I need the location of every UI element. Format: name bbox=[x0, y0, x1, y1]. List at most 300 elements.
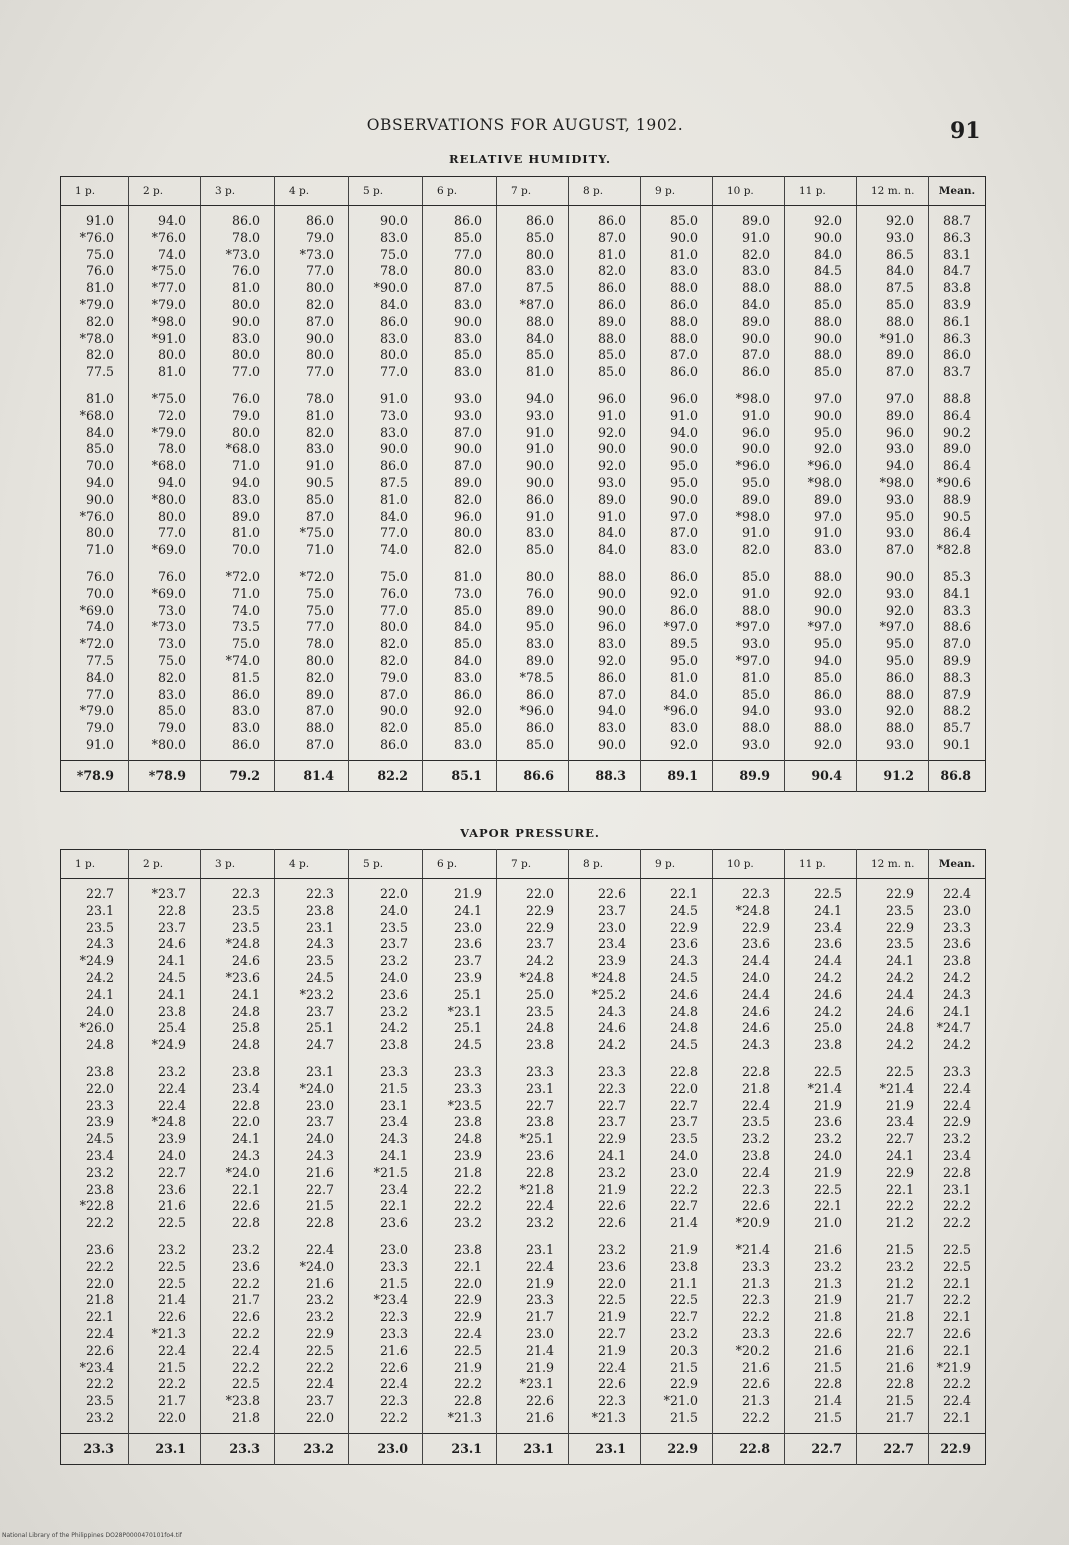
mean-cell: 23.3 bbox=[201, 1433, 275, 1464]
table-cell: 71.0 bbox=[305, 542, 334, 558]
table-cell: 22.6 bbox=[157, 1309, 186, 1325]
table-cell: 21.8 bbox=[231, 1409, 260, 1425]
table-cell: 21.5 bbox=[379, 1080, 408, 1096]
table-cell: 23.8 bbox=[231, 1063, 260, 1079]
table-cell: 22.4 bbox=[85, 1325, 114, 1341]
table-cell: 22.4 bbox=[942, 1080, 971, 1096]
table-cell: 77.0 bbox=[379, 602, 408, 618]
table-cell: 22.1 bbox=[813, 1198, 842, 1214]
mean-cell: 82.2 bbox=[349, 760, 423, 791]
value-group bbox=[569, 1242, 626, 1427]
table-cell: 77.0 bbox=[379, 525, 408, 541]
table-cell: 23.0 bbox=[942, 902, 971, 918]
table-cell: 21.7 bbox=[525, 1309, 554, 1325]
table-cell: 23.5 bbox=[85, 1393, 114, 1409]
table-cell: 23.0 bbox=[669, 1164, 698, 1180]
table-cell: 23.3 bbox=[942, 919, 971, 935]
table-cell: 88.7 bbox=[942, 213, 971, 228]
column-header: 4 p. bbox=[275, 850, 349, 879]
table-cell: *23.4 bbox=[373, 1292, 408, 1308]
table-cell: 22.6 bbox=[597, 886, 626, 901]
table-cell: 88.0 bbox=[741, 280, 770, 296]
column-header: 7 p. bbox=[497, 177, 569, 206]
value-group bbox=[201, 213, 260, 381]
table-cell: 80.0 bbox=[157, 508, 186, 524]
table-cell: 94.0 bbox=[525, 390, 554, 406]
table-cell: 87.0 bbox=[305, 703, 334, 719]
table-cell: 25.4 bbox=[157, 1020, 186, 1036]
value-group bbox=[785, 391, 842, 559]
table-cell: 22.7 bbox=[157, 1164, 186, 1180]
table-cell: 23.7 bbox=[669, 1114, 698, 1130]
table-cell: 22.2 bbox=[885, 1198, 914, 1214]
table-cell: 82.0 bbox=[305, 424, 334, 440]
column-header: 4 p. bbox=[275, 177, 349, 206]
table-cell: *21.5 bbox=[373, 1164, 408, 1180]
table-cell: 23.5 bbox=[231, 902, 260, 918]
table-cell: 90.0 bbox=[379, 441, 408, 457]
table-cell: 22.2 bbox=[453, 1181, 482, 1197]
table-cell: 22.1 bbox=[942, 1309, 971, 1325]
table-cell: 83.0 bbox=[231, 703, 260, 719]
table-cell: *68.0 bbox=[151, 458, 186, 474]
table-cell: 92.0 bbox=[885, 703, 914, 719]
table-cell: 86.0 bbox=[669, 568, 698, 584]
column-values bbox=[423, 879, 497, 1434]
table-cell: 93.0 bbox=[453, 407, 482, 423]
table-cell: 78.0 bbox=[379, 263, 408, 279]
table-cell: *80.0 bbox=[151, 491, 186, 507]
table-cell: *79.0 bbox=[79, 296, 114, 312]
table-cell: 22.5 bbox=[669, 1292, 698, 1308]
table-cell: 85.0 bbox=[85, 441, 114, 457]
table-cell: 24.8 bbox=[525, 1020, 554, 1036]
mean-cell: 22.9 bbox=[929, 1433, 986, 1464]
table-cell: 22.0 bbox=[525, 886, 554, 901]
table-cell: 89.0 bbox=[885, 407, 914, 423]
table-cell: 22.7 bbox=[669, 1309, 698, 1325]
value-group bbox=[129, 886, 186, 1054]
table-cell: *24.7 bbox=[936, 1020, 971, 1036]
table-cell: 84.0 bbox=[597, 542, 626, 558]
table-cell: *98.0 bbox=[879, 474, 914, 490]
table-cell: 94.0 bbox=[741, 703, 770, 719]
table-cell: 76.0 bbox=[231, 390, 260, 406]
table-cell: 22.6 bbox=[231, 1309, 260, 1325]
table-cell: 88.0 bbox=[885, 313, 914, 329]
table-cell: 92.0 bbox=[885, 213, 914, 228]
table-cell: 24.2 bbox=[597, 1037, 626, 1053]
table-cell: 93.0 bbox=[885, 491, 914, 507]
table-cell: *24.8 bbox=[225, 936, 260, 952]
table-cell: 77.0 bbox=[379, 364, 408, 380]
table-cell: 73.0 bbox=[453, 585, 482, 601]
table-cell: 22.5 bbox=[813, 1063, 842, 1079]
table-cell: 82.0 bbox=[597, 263, 626, 279]
table-cell: 75.0 bbox=[85, 246, 114, 262]
table-cell: 88.0 bbox=[813, 313, 842, 329]
humidity-section-title: RELATIVE HUMIDITY. bbox=[449, 152, 611, 166]
table-cell: 84.0 bbox=[813, 246, 842, 262]
table-cell: 75.0 bbox=[231, 636, 260, 652]
table-cell: 80.0 bbox=[305, 347, 334, 363]
table-cell: 88.8 bbox=[942, 390, 971, 406]
value-group bbox=[423, 569, 482, 754]
column-values bbox=[641, 206, 713, 761]
table-cell: 21.7 bbox=[885, 1409, 914, 1425]
table-cell: 88.0 bbox=[669, 280, 698, 296]
table-cell: 22.5 bbox=[885, 1063, 914, 1079]
value-group bbox=[349, 391, 408, 559]
table-cell: 73.0 bbox=[379, 407, 408, 423]
table-cell: 88.2 bbox=[942, 703, 971, 719]
table-cell: *91.0 bbox=[151, 330, 186, 346]
mean-cell: 91.2 bbox=[857, 760, 929, 791]
value-group bbox=[713, 569, 770, 754]
value-group bbox=[497, 569, 554, 754]
table-cell: 95.0 bbox=[525, 619, 554, 635]
table-cell: 23.1 bbox=[85, 902, 114, 918]
mean-cell: 23.2 bbox=[275, 1433, 349, 1464]
table-cell: *98.0 bbox=[807, 474, 842, 490]
column-header: 7 p. bbox=[497, 850, 569, 879]
table-cell: 87.0 bbox=[305, 736, 334, 752]
table-cell: 22.2 bbox=[157, 1376, 186, 1392]
table-cell: 94.0 bbox=[157, 213, 186, 228]
table-cell: 91.0 bbox=[379, 390, 408, 406]
table-cell: 22.9 bbox=[885, 1164, 914, 1180]
table-cell: 80.0 bbox=[379, 619, 408, 635]
value-group bbox=[275, 569, 334, 754]
table-cell: 85.0 bbox=[741, 686, 770, 702]
table-cell: 22.2 bbox=[453, 1376, 482, 1392]
value-group bbox=[129, 213, 186, 381]
column-header: 6 p. bbox=[423, 850, 497, 879]
table-cell: 23.5 bbox=[525, 1003, 554, 1019]
value-group bbox=[785, 569, 842, 754]
table-cell: 23.2 bbox=[379, 953, 408, 969]
table-cell: *76.0 bbox=[79, 508, 114, 524]
table-cell: 24.2 bbox=[942, 1037, 971, 1053]
table-cell: 22.6 bbox=[741, 1198, 770, 1214]
column-header: 8 p. bbox=[569, 177, 641, 206]
table-cell: 22.5 bbox=[597, 1292, 626, 1308]
table-cell: 23.7 bbox=[305, 1393, 334, 1409]
table-cell: 83.0 bbox=[525, 263, 554, 279]
table-cell: *79.0 bbox=[151, 296, 186, 312]
table-cell: 90.0 bbox=[379, 703, 408, 719]
table-cell: 24.3 bbox=[85, 936, 114, 952]
table-cell: 24.3 bbox=[669, 953, 698, 969]
table-cell: *78.5 bbox=[519, 669, 554, 685]
table-cell: 89.0 bbox=[885, 347, 914, 363]
value-group bbox=[61, 1242, 114, 1427]
table-cell: 92.0 bbox=[453, 703, 482, 719]
table-cell: 79.0 bbox=[305, 229, 334, 245]
table-cell: *23.5 bbox=[447, 1097, 482, 1113]
table-cell: *26.0 bbox=[79, 1020, 114, 1036]
table-cell: 22.3 bbox=[231, 886, 260, 901]
table-cell: 23.7 bbox=[305, 1003, 334, 1019]
column-header: 9 p. bbox=[641, 177, 713, 206]
table-cell: 24.1 bbox=[379, 1147, 408, 1163]
mean-cell: *78.9 bbox=[129, 760, 201, 791]
table-cell: *98.0 bbox=[735, 390, 770, 406]
value-group bbox=[857, 391, 914, 559]
table-cell: 24.3 bbox=[379, 1131, 408, 1147]
table-cell: 95.0 bbox=[813, 636, 842, 652]
table-cell: 71.0 bbox=[231, 458, 260, 474]
table-cell: 23.2 bbox=[231, 1241, 260, 1257]
table-cell: *76.0 bbox=[151, 229, 186, 245]
table-cell: 23.1 bbox=[942, 1181, 971, 1197]
table-cell: 90.1 bbox=[942, 736, 971, 752]
table-cell: 21.9 bbox=[525, 1275, 554, 1291]
table-cell: 82.0 bbox=[85, 347, 114, 363]
table-cell: 88.0 bbox=[813, 720, 842, 736]
table-cell: 77.0 bbox=[305, 619, 334, 635]
mean-cell: 23.1 bbox=[497, 1433, 569, 1464]
table-cell: *69.0 bbox=[79, 602, 114, 618]
column-header: 12 m. n. bbox=[857, 850, 929, 879]
table-cell: 23.3 bbox=[525, 1292, 554, 1308]
table-cell: 23.0 bbox=[453, 919, 482, 935]
table-cell: 22.2 bbox=[942, 1292, 971, 1308]
relative-humidity-table bbox=[60, 176, 986, 792]
table-cell: 21.6 bbox=[157, 1198, 186, 1214]
table-cell: *24.8 bbox=[519, 969, 554, 985]
table-cell: *23.8 bbox=[225, 1393, 260, 1409]
table-cell: 23.6 bbox=[231, 1258, 260, 1274]
table-cell: 79.0 bbox=[157, 720, 186, 736]
table-cell: 89.0 bbox=[942, 441, 971, 457]
table-cell: 22.4 bbox=[453, 1325, 482, 1341]
vapor-header-row bbox=[61, 850, 986, 879]
value-group bbox=[641, 1064, 698, 1232]
table-cell: 90.0 bbox=[597, 441, 626, 457]
column-values bbox=[713, 879, 785, 1434]
table-cell: 23.4 bbox=[231, 1080, 260, 1096]
value-group bbox=[349, 569, 408, 754]
table-cell: 84.0 bbox=[741, 296, 770, 312]
table-cell: 88.0 bbox=[525, 313, 554, 329]
table-cell: 22.5 bbox=[157, 1215, 186, 1231]
value-group bbox=[713, 886, 770, 1054]
table-cell: 23.1 bbox=[525, 1080, 554, 1096]
value-group bbox=[349, 886, 408, 1054]
table-cell: 94.0 bbox=[157, 474, 186, 490]
table-cell: 21.7 bbox=[231, 1292, 260, 1308]
table-cell: 85.0 bbox=[453, 720, 482, 736]
table-cell: *21.9 bbox=[936, 1359, 971, 1375]
column-values bbox=[497, 206, 569, 761]
table-cell: 97.0 bbox=[669, 508, 698, 524]
table-cell: *74.0 bbox=[225, 652, 260, 668]
table-cell: 88.6 bbox=[942, 619, 971, 635]
table-cell: 23.6 bbox=[813, 936, 842, 952]
table-cell: 22.4 bbox=[157, 1342, 186, 1358]
table-cell: 82.0 bbox=[453, 542, 482, 558]
table-cell: 86.0 bbox=[525, 491, 554, 507]
table-cell: 22.2 bbox=[942, 1198, 971, 1214]
column-values bbox=[201, 206, 275, 761]
table-cell: 90.0 bbox=[597, 736, 626, 752]
table-cell: 88.0 bbox=[741, 602, 770, 618]
value-group bbox=[129, 1064, 186, 1232]
table-cell: 24.2 bbox=[525, 953, 554, 969]
table-cell: 91.0 bbox=[741, 585, 770, 601]
table-cell: 90.2 bbox=[942, 424, 971, 440]
table-cell: 22.4 bbox=[525, 1198, 554, 1214]
table-cell: *96.0 bbox=[519, 703, 554, 719]
table-cell: 81.0 bbox=[379, 491, 408, 507]
value-group bbox=[423, 886, 482, 1054]
table-cell: 21.6 bbox=[885, 1342, 914, 1358]
table-cell: 83.0 bbox=[453, 330, 482, 346]
table-cell: 24.6 bbox=[885, 1003, 914, 1019]
table-cell: 92.0 bbox=[813, 213, 842, 228]
table-cell: 93.0 bbox=[885, 441, 914, 457]
table-cell: 23.3 bbox=[379, 1325, 408, 1341]
column-values bbox=[349, 879, 423, 1434]
table-cell: 90.0 bbox=[85, 491, 114, 507]
table-cell: 85.0 bbox=[813, 364, 842, 380]
table-cell: 73.0 bbox=[157, 636, 186, 652]
table-cell: 21.2 bbox=[885, 1275, 914, 1291]
mean-cell: 86.8 bbox=[929, 760, 986, 791]
table-cell: 86.0 bbox=[597, 669, 626, 685]
table-cell: 86.0 bbox=[525, 720, 554, 736]
value-group bbox=[713, 391, 770, 559]
value-group bbox=[569, 391, 626, 559]
mean-cell: 23.0 bbox=[349, 1433, 423, 1464]
table-cell: 24.8 bbox=[669, 1003, 698, 1019]
table-cell: 21.6 bbox=[305, 1275, 334, 1291]
table-cell: 90.0 bbox=[453, 441, 482, 457]
table-cell: 81.0 bbox=[669, 669, 698, 685]
value-group bbox=[201, 569, 260, 754]
table-cell: 23.9 bbox=[157, 1131, 186, 1147]
table-cell: 20.3 bbox=[669, 1342, 698, 1358]
table-cell: *68.0 bbox=[225, 441, 260, 457]
table-cell: 21.6 bbox=[741, 1359, 770, 1375]
table-cell: 23.8 bbox=[741, 1147, 770, 1163]
table-cell: 23.5 bbox=[669, 1131, 698, 1147]
table-cell: *97.0 bbox=[735, 652, 770, 668]
table-cell: 93.0 bbox=[885, 736, 914, 752]
value-group bbox=[423, 1064, 482, 1232]
table-cell: 83.3 bbox=[942, 602, 971, 618]
table-cell: 71.0 bbox=[85, 542, 114, 558]
value-group bbox=[497, 1242, 554, 1427]
table-cell: 22.5 bbox=[942, 1241, 971, 1257]
table-cell: 88.0 bbox=[813, 280, 842, 296]
mean-cell: 86.6 bbox=[497, 760, 569, 791]
table-cell: 85.7 bbox=[942, 720, 971, 736]
column-header: 1 p. bbox=[61, 850, 129, 879]
table-cell: 23.4 bbox=[942, 1147, 971, 1163]
table-cell: *69.0 bbox=[151, 585, 186, 601]
column-header: Mean. bbox=[929, 177, 986, 206]
table-cell: 81.0 bbox=[597, 246, 626, 262]
table-cell: 23.6 bbox=[85, 1241, 114, 1257]
table-cell: 86.0 bbox=[597, 296, 626, 312]
value-group bbox=[349, 1242, 408, 1427]
table-cell: 21.5 bbox=[669, 1359, 698, 1375]
table-cell: 22.3 bbox=[597, 1080, 626, 1096]
table-cell: 88.0 bbox=[305, 720, 334, 736]
table-cell: 22.6 bbox=[379, 1359, 408, 1375]
table-cell: 23.4 bbox=[379, 1181, 408, 1197]
table-cell: 24.8 bbox=[453, 1131, 482, 1147]
table-cell: 23.0 bbox=[379, 1241, 408, 1257]
table-cell: 86.4 bbox=[942, 458, 971, 474]
table-cell: 22.3 bbox=[741, 1292, 770, 1308]
table-cell: 81.0 bbox=[157, 364, 186, 380]
table-cell: 24.5 bbox=[669, 969, 698, 985]
table-cell: 22.6 bbox=[597, 1215, 626, 1231]
mean-cell: 22.7 bbox=[857, 1433, 929, 1464]
table-cell: *20.9 bbox=[735, 1215, 770, 1231]
table-cell: 22.0 bbox=[157, 1409, 186, 1425]
table-cell: 80.0 bbox=[305, 280, 334, 296]
table-cell: 24.3 bbox=[942, 986, 971, 1002]
table-cell: 22.2 bbox=[305, 1359, 334, 1375]
value-group bbox=[641, 886, 698, 1054]
value-group bbox=[641, 569, 698, 754]
table-cell: *75.0 bbox=[299, 525, 334, 541]
table-cell: 23.8 bbox=[305, 902, 334, 918]
table-cell: 22.4 bbox=[597, 1359, 626, 1375]
column-header: 3 p. bbox=[201, 177, 275, 206]
table-cell: 21.5 bbox=[379, 1275, 408, 1291]
column-header: 11 p. bbox=[785, 177, 857, 206]
column-values bbox=[641, 879, 713, 1434]
table-cell: 21.6 bbox=[525, 1409, 554, 1425]
table-cell: 22.6 bbox=[525, 1393, 554, 1409]
table-cell: 23.8 bbox=[525, 1114, 554, 1130]
table-cell: 22.0 bbox=[453, 1275, 482, 1291]
table-cell: 23.2 bbox=[305, 1309, 334, 1325]
table-cell: 25.8 bbox=[231, 1020, 260, 1036]
table-cell: 86.0 bbox=[597, 280, 626, 296]
table-cell: 21.9 bbox=[453, 1359, 482, 1375]
table-cell: 78.0 bbox=[305, 636, 334, 652]
table-cell: 90.0 bbox=[669, 441, 698, 457]
table-cell: 87.5 bbox=[885, 280, 914, 296]
value-group bbox=[201, 1064, 260, 1232]
table-cell: 85.0 bbox=[453, 602, 482, 618]
table-cell: 89.0 bbox=[741, 213, 770, 228]
table-cell: 81.0 bbox=[231, 280, 260, 296]
table-cell: 22.1 bbox=[453, 1258, 482, 1274]
table-cell: 86.3 bbox=[942, 330, 971, 346]
table-cell: 23.6 bbox=[813, 1114, 842, 1130]
table-cell: 21.1 bbox=[669, 1275, 698, 1291]
table-cell: 87.0 bbox=[597, 229, 626, 245]
table-cell: 22.7 bbox=[669, 1198, 698, 1214]
table-cell: 87.0 bbox=[669, 525, 698, 541]
table-cell: 88.0 bbox=[741, 720, 770, 736]
table-cell: 91.0 bbox=[813, 525, 842, 541]
table-cell: 85.0 bbox=[453, 229, 482, 245]
table-cell: 23.5 bbox=[885, 902, 914, 918]
table-cell: 83.0 bbox=[525, 636, 554, 652]
table-cell: 23.9 bbox=[85, 1114, 114, 1130]
table-cell: 23.6 bbox=[942, 936, 971, 952]
table-cell: 23.6 bbox=[525, 1147, 554, 1163]
table-cell: 96.0 bbox=[669, 390, 698, 406]
